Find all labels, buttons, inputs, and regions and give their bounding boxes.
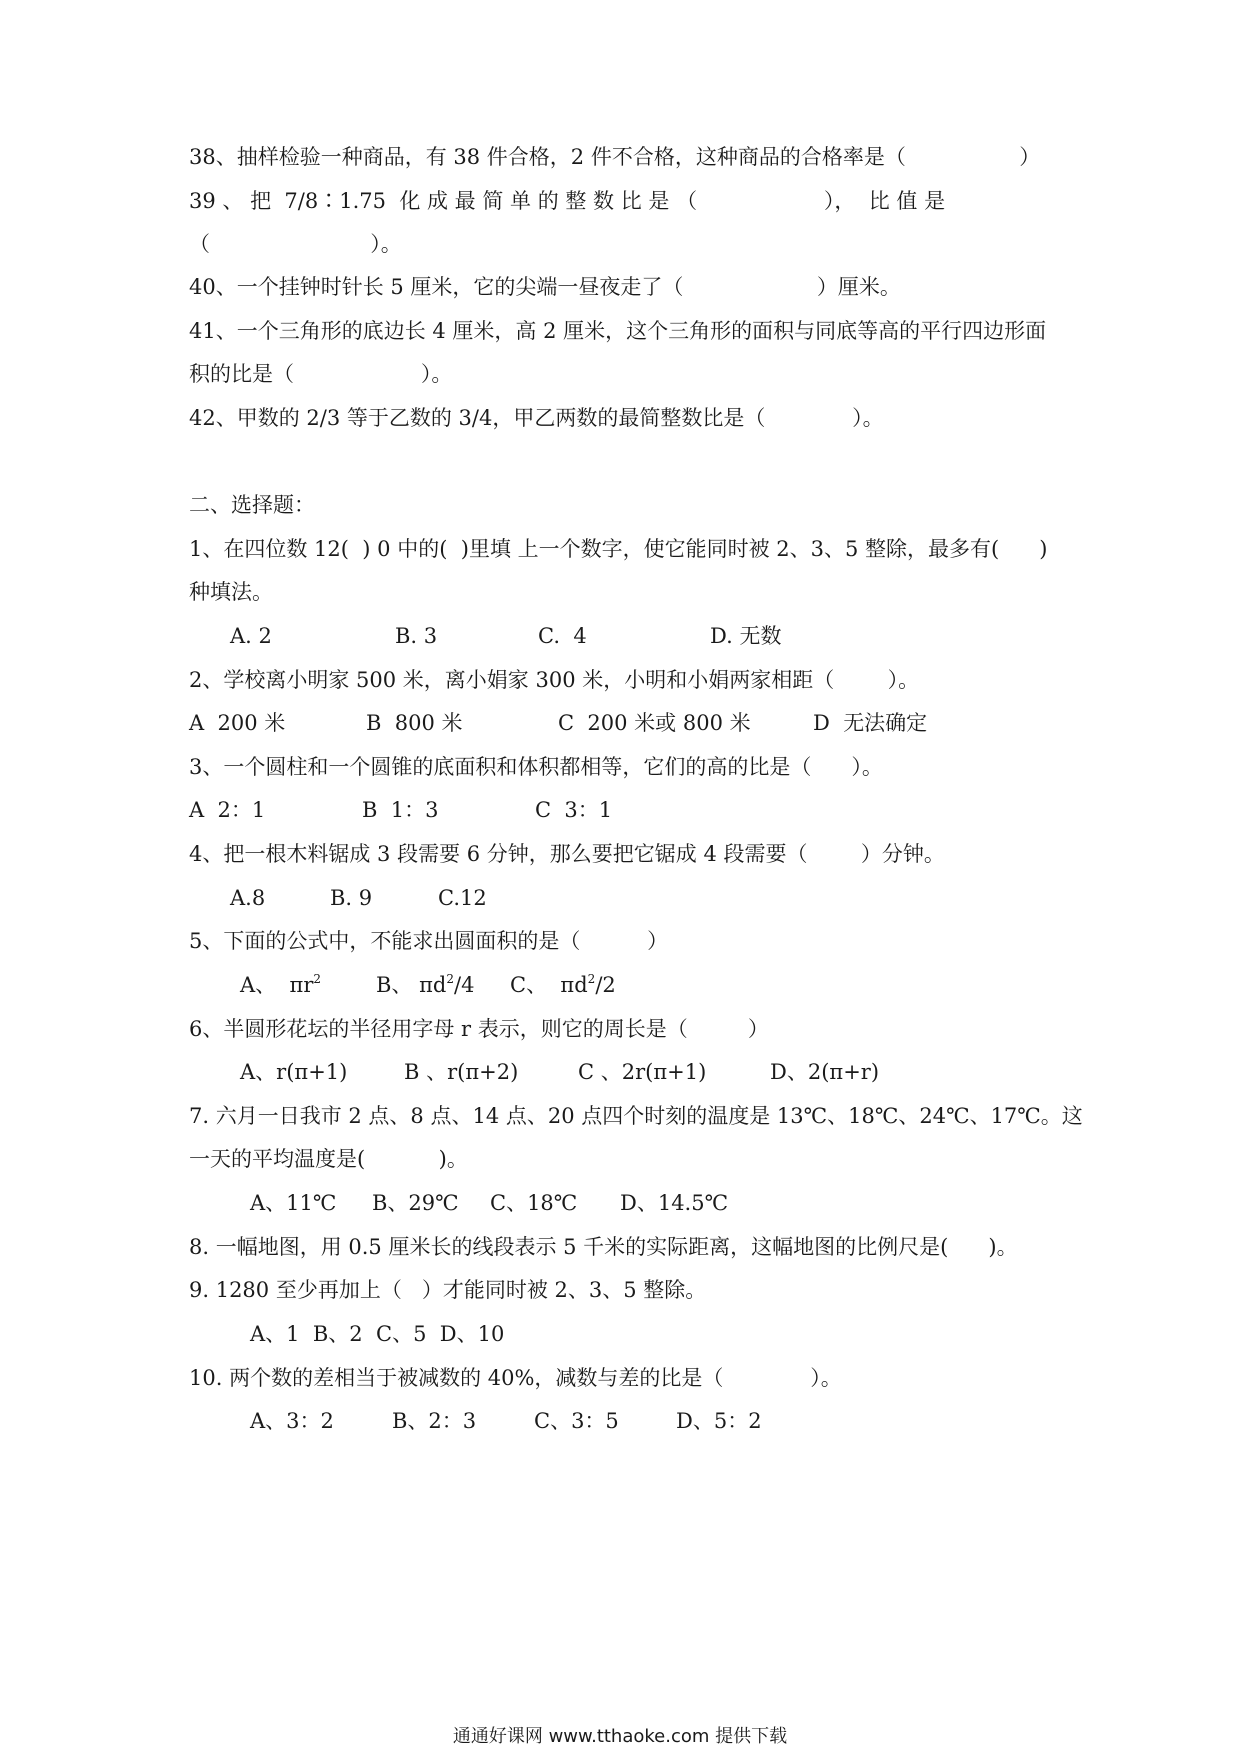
question-9: 9. 1280 至少再加上（ ）才能同时被 2、3、5 整除。	[189, 1278, 707, 1302]
question-3: 3、一个圆柱和一个圆锥的底面积和体积都相等，它们的高的比是（ ）。	[189, 755, 883, 779]
q5-option-c: C、 $\pi d^2/2$	[510, 972, 616, 997]
question-41-line2: 积的比是（ ）。	[189, 362, 453, 386]
question-10: 10. 两个数的差相当于被减数的 40%，减数与差的比是（ ）。	[189, 1366, 842, 1390]
q2-option-d: D 无法确定	[813, 711, 928, 735]
question-7-line2: 一天的平均温度是( )。	[189, 1147, 468, 1171]
page-footer: 通通好课网 www.tthaoke.com 提供下载	[452, 1726, 788, 1747]
question-2: 2、学校离小明家 500 米，离小娟家 300 米，小明和小娟两家相距（ ）。	[189, 668, 920, 692]
q5-option-b: B、 $\pi d^2/4$	[376, 972, 475, 997]
question-39-line1: 39 、 把 7/8∶1.75 化 成 最 简 单 的 整 数 比 是 （ ）， 比 值 是	[189, 189, 946, 213]
q7-option-b: B、29℃	[372, 1191, 459, 1215]
q7-option-a: A、11℃	[250, 1191, 337, 1215]
q10-option-b: B、2：3	[392, 1409, 477, 1433]
q10-option-c: C、3：5	[534, 1409, 619, 1433]
q5-option-a: A、 $\pi r^2$	[240, 972, 321, 997]
q10-option-d: D、5：2	[676, 1409, 762, 1433]
question-40: 40、一个挂钟时针长 5 厘米，它的尖端一昼夜走了（ ）厘米。	[189, 275, 901, 299]
q7-option-c: C、18℃	[490, 1191, 578, 1215]
q4-option-a: A.8	[230, 886, 266, 910]
q2-option-c: C 200 米或 800 米	[558, 711, 751, 735]
q3-option-a: A 2：1	[189, 798, 266, 822]
question-4: 4、把一根木料锯成 3 段需要 6 分钟，那么要把它锯成 4 段需要（ ）分钟。	[189, 842, 945, 866]
q6-option-d: D、2(π+r)	[770, 1060, 880, 1084]
question-38: 38、抽样检验一种商品，有 38 件合格，2 件不合格，这种商品的合格率是（ ）	[189, 145, 1041, 169]
q1-option-c: C. 4	[538, 624, 587, 648]
question-1-line1: 1、在四位数 12( ) 0 中的( )里填 上一个数字，使它能同时被 2、3、5 整除，最多有( )	[189, 537, 1048, 561]
q10-option-a: A、3：2	[250, 1409, 334, 1433]
q4-option-b: B. 9	[330, 886, 373, 910]
q3-option-c: C 3：1	[535, 798, 613, 822]
question-41-line1: 41、一个三角形的底边长 4 厘米，高 2 厘米，这个三角形的面积与同底等高的平行四边形面	[189, 319, 1047, 343]
q9-options: A、1 B、2 C、5 D、10	[250, 1322, 505, 1346]
q4-option-c: C.12	[438, 886, 487, 910]
q2-option-a: A 200 米	[189, 711, 286, 735]
question-39-line2: （ ）。	[189, 232, 402, 256]
q6-option-b: B 、r(π+2)	[404, 1060, 519, 1084]
section-title: 二、选择题：	[189, 493, 315, 517]
q3-option-b: B 1：3	[362, 798, 439, 822]
question-7-line1: 7. 六月一日我市 2 点、8 点、14 点、20 点四个时刻的温度是 13℃、18℃、24℃、17℃。这	[189, 1104, 1083, 1128]
q1-option-d: D. 无数	[710, 624, 782, 648]
question-1-line2: 种填法。	[189, 580, 273, 604]
q6-option-c: C 、2r(π+1)	[578, 1060, 707, 1084]
question-5: 5、下面的公式中，不能求出圆面积的是（ ）	[189, 929, 669, 953]
q2-option-b: B 800 米	[366, 711, 463, 735]
question-8: 8. 一幅地图，用 0.5 厘米长的线段表示 5 千米的实际距离，这幅地图的比例尺是( )。	[189, 1235, 1018, 1259]
q1-option-a: A. 2	[230, 624, 272, 648]
question-42: 42、甲数的 2/3 等于乙数的 3/4，甲乙两数的最简整数比是（ ）。	[189, 406, 884, 430]
q7-option-d: D、14.5℃	[620, 1191, 729, 1215]
q1-option-b: B. 3	[395, 624, 438, 648]
q6-option-a: A、r(π+1)	[240, 1060, 348, 1084]
question-6: 6、半圆形花坛的半径用字母 r 表示，则它的周长是（ ）	[189, 1017, 769, 1041]
